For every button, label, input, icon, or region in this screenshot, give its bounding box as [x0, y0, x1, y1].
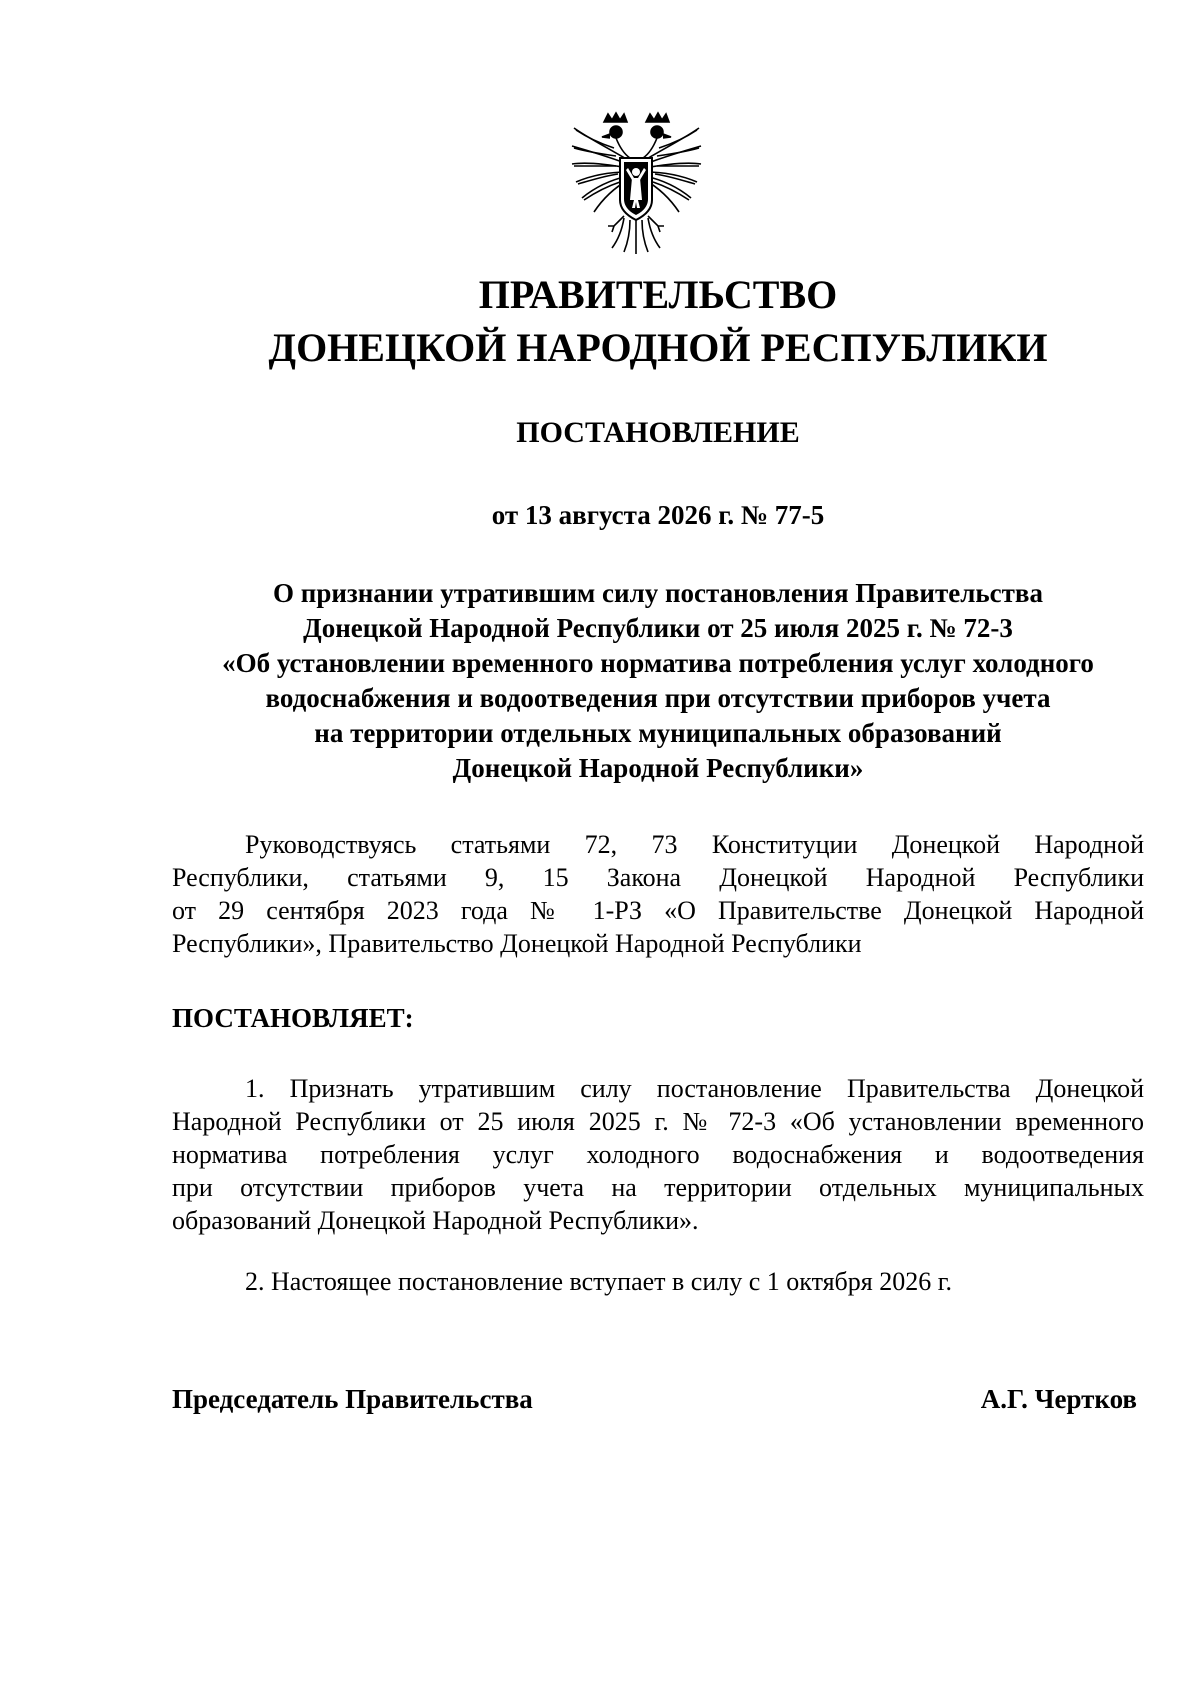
decree-item-2 — [172, 1265, 1144, 1298]
item-line: норматива потребления услуг холодного водоснабжения и водоотведения — [172, 1140, 1144, 1169]
preamble-line: от 29 сентября 2023 года № 1-РЗ «О Правительстве Донецкой Народной — [172, 896, 1144, 925]
issuing-authority — [172, 268, 1144, 374]
signature-block — [172, 1381, 1137, 1417]
item-line: при отсутствии приборов учета на территории отдельных муниципальных — [172, 1173, 1144, 1202]
preamble-line: Республики», Правительство Донецкой Народной Республики — [172, 929, 862, 958]
subject-line: на территории отдельных муниципальных образований — [314, 718, 1002, 748]
subject-line: Донецкой Народной Республики» — [452, 753, 864, 783]
preamble-paragraph — [172, 828, 1144, 960]
subject-line: Донецкой Народной Республики от 25 июля 2025 г. № 72-3 — [303, 613, 1013, 643]
item-line: образований Донецкой Народной Республики». — [172, 1206, 699, 1235]
subject-line: водоснабжения и водоотведения при отсутствии приборов учета — [265, 683, 1051, 713]
item-line: 2. Настоящее постановление вступает в силу с 1 октября 2026 г. — [245, 1267, 952, 1296]
document-subject — [172, 576, 1144, 786]
item-line: 1. Признать утратившим силу постановление Правительства Донецкой — [245, 1074, 1144, 1103]
subject-line: «Об установлении временного норматива потребления услуг холодного — [222, 648, 1094, 678]
subject-line: О признании утратившим силу постановления Правительства — [273, 578, 1043, 608]
document-type: ПОСТАНОВЛЕНИЕ — [516, 416, 800, 449]
preamble-line: Республики, статьями 9, 15 Закона Донецкой Народной Республики — [172, 863, 1144, 892]
coat-of-arms-icon — [568, 108, 705, 256]
issuing-authority-line: ПРАВИТЕЛЬСТВО — [478, 272, 838, 317]
decree-item-1 — [172, 1072, 1144, 1237]
preamble-line: Руководствуясь статьями 72, 73 Конституции Донецкой Народной — [245, 830, 1144, 859]
signatory-name: А.Г. Чертков — [980, 1384, 1137, 1414]
decree-heading: ПОСТАНОВЛЯЕТ: — [172, 1003, 414, 1033]
issuing-authority-line: ДОНЕЦКОЙ НАРОДНОЙ РЕСПУБЛИКИ — [268, 325, 1048, 370]
item-line: Народной Республики от 25 июля 2025 г. № 72-3 «Об установлении временного — [172, 1107, 1144, 1136]
document-date-number: от 13 августа 2026 г. № 77-5 — [491, 500, 825, 530]
signatory-position: Председатель Правительства — [172, 1384, 533, 1414]
